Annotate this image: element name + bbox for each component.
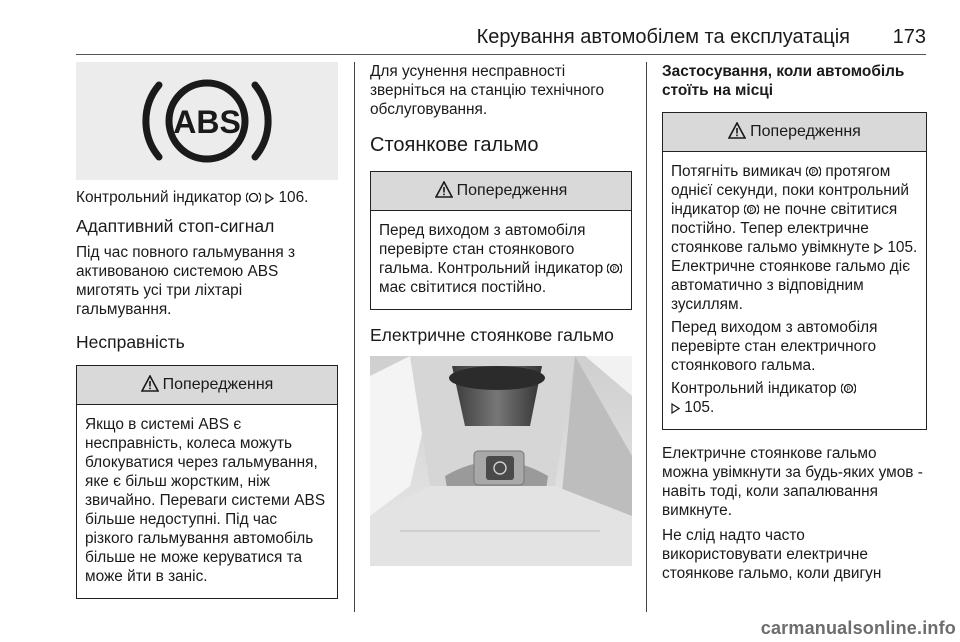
electric-brake-text-2: Не слід надто часто використовувати електричне стоянкове гальмо, коли двигун	[662, 527, 882, 582]
warning-text-apply-1: Потягніть вимикач P протягом однієї секунди, поки контрольний індикатор P не почне світитися постійно. Тепер електричне стоянкове гальмо увімкнуте 105. Електричне стоянкове гальмо діє автоматично з відповідним зусиллям.	[671, 163, 918, 313]
heading-adaptive-brake-light: Адаптивний стоп-сигнал	[76, 216, 275, 236]
warning-box-apply	[662, 112, 927, 430]
watermark: carmanualsonline.info	[760, 618, 956, 638]
svg-text:P: P	[749, 207, 754, 214]
column-divider-2	[646, 62, 647, 612]
heading-fault: Несправність	[76, 332, 185, 352]
column-1	[76, 62, 338, 609]
header-rule	[76, 54, 926, 55]
page-ref-arrow-icon	[874, 243, 883, 254]
warning-text-abs: Якщо в системі ABS є несправність, колеса можуть блокуватися через гальмування, яке є більш жорстким, ніж звичайно. Переваги системи ABS більше недоступні. Під час різкого гальмування автомобіль більше не може керуватися та може йти в заніс.	[85, 416, 326, 585]
parking-brake-icon	[841, 382, 856, 395]
heading-apply-stationary: Застосування, коли автомобіль стоїть на місці	[662, 63, 905, 99]
heading-parking-brake: Стоянкове гальмо	[370, 134, 539, 156]
warning-header: Попередження	[371, 172, 631, 211]
adaptive-brake-text: Під час повного гальмування з активованою системою ABS миготять усі три ліхтарі гальмування.	[76, 244, 296, 318]
electric-brake-text-1: Електричне стоянкове гальмо можна увімкнути за будь-яких умов - навіть тоді, коли запалювання вимкнуте.	[662, 445, 923, 519]
page-ref-arrow-icon	[671, 403, 680, 414]
column-3	[662, 62, 927, 589]
abs-small-icon	[246, 191, 261, 204]
svg-text:P: P	[811, 169, 816, 176]
page-header-title: Керування автомобілем та експлуатація	[476, 26, 850, 48]
page-number: 173	[892, 26, 926, 48]
warning-triangle-icon	[728, 122, 746, 139]
heading-electric-parking-brake: Електричне стоянкове гальмо	[370, 325, 614, 345]
parking-brake-icon	[744, 203, 759, 216]
parking-brake-switch-icon	[806, 165, 821, 178]
warning-triangle-icon	[141, 375, 159, 392]
page-ref-arrow-icon	[265, 193, 274, 204]
repair-text: Для усунення несправності зверніться на станцію технічного обслуговування.	[370, 63, 605, 118]
abs-caption: Контрольний індикатор 106.	[76, 189, 309, 206]
warning-text-apply-3: Контрольний індикатор P 105.	[671, 379, 918, 417]
svg-text:P: P	[612, 266, 617, 273]
warning-header: Попередження	[663, 113, 926, 152]
svg-text:P: P	[846, 386, 851, 393]
warning-text-parking: Перед виходом з автомобіля перевірте стан стоянкового гальма. Контрольний індикатор P має світитися постійно.	[379, 221, 623, 297]
abs-warning-icon	[76, 62, 338, 180]
svg-text:ABS: ABS	[173, 104, 241, 140]
warning-box-parking	[370, 171, 632, 310]
column-2	[370, 62, 632, 566]
console-photo	[370, 356, 632, 566]
warning-text-apply-2: Перед виходом з автомобіля перевірте стан електричного стоянкового гальма.	[671, 319, 878, 374]
column-divider-1	[354, 62, 355, 612]
warning-triangle-icon	[435, 181, 453, 198]
warning-box-abs	[76, 365, 338, 599]
warning-header: Попередження	[77, 366, 337, 405]
parking-brake-icon	[607, 262, 622, 275]
